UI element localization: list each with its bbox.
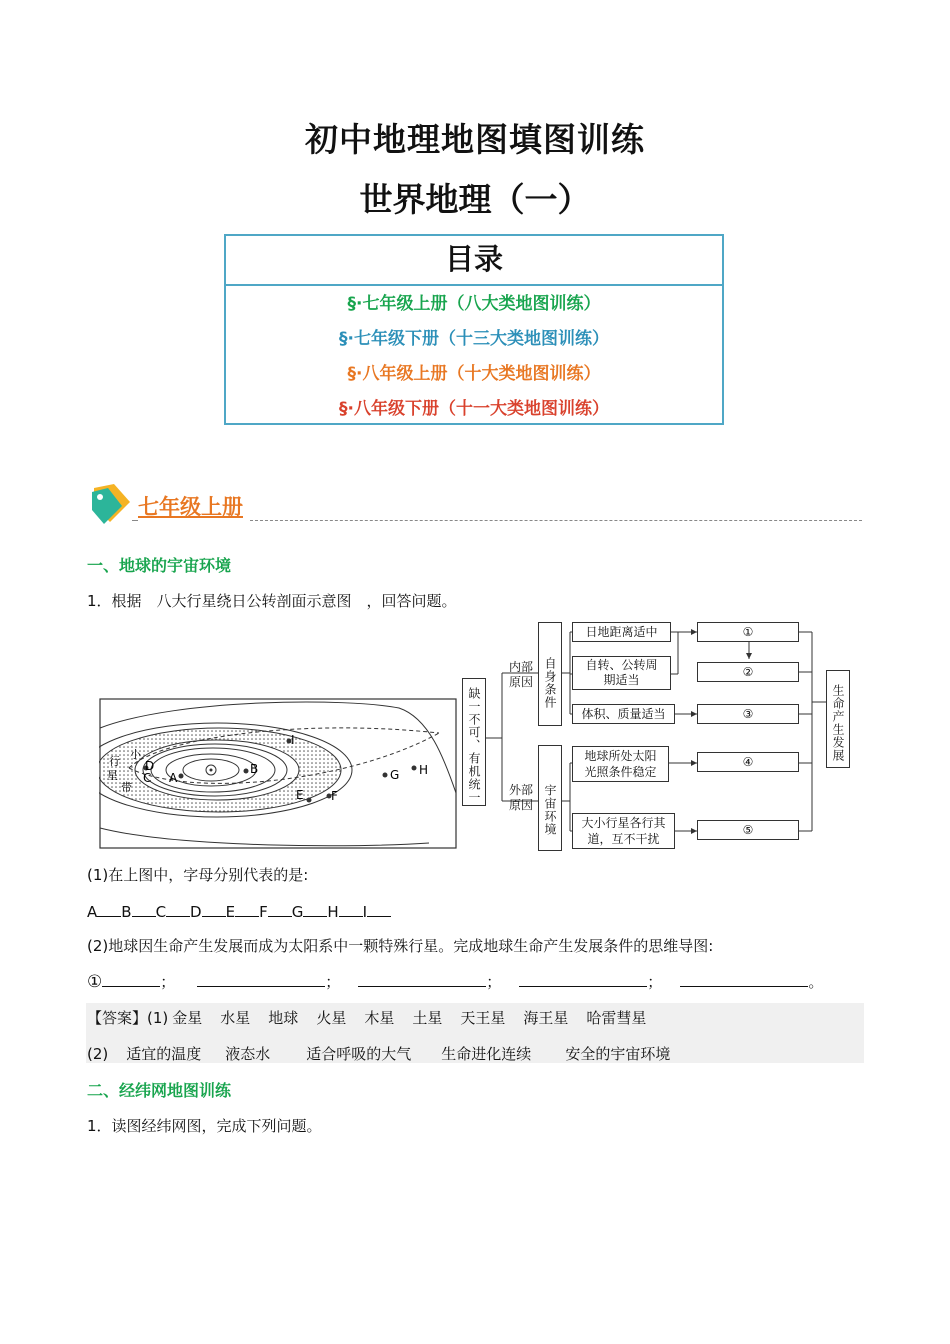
answer-2-prefix: (2)	[87, 1045, 109, 1063]
q2-blank-1[interactable]	[102, 971, 160, 987]
answer-2-item: 适宜的温度	[126, 1045, 202, 1063]
mindmap-left-node: 缺一不可、有机统一	[462, 678, 486, 806]
document-subtitle: 世界地理（一）	[359, 180, 591, 219]
blank-d[interactable]	[202, 901, 226, 917]
mindmap-outer-label: 外部原因	[508, 783, 533, 812]
answer-2-item: 液态水	[225, 1045, 271, 1063]
mindmap-result-5: ⑤	[697, 820, 799, 840]
mindmap-box-2: 自转、公转周期适当	[572, 656, 671, 690]
blank-b[interactable]	[132, 901, 156, 917]
mindmap-right-node: 生命产生发展	[826, 670, 850, 768]
mindmap-box-1: 日地距离适中	[572, 622, 671, 642]
part2-heading: 二、经纬网地图训练	[87, 1081, 232, 1100]
answer-1-item: 地球	[268, 1009, 299, 1027]
answer-1-item: 天王星	[460, 1009, 506, 1027]
mindmap-cosmos-node: 宇宙环境	[538, 745, 562, 851]
blank-e[interactable]	[235, 901, 259, 917]
blank-g[interactable]	[303, 901, 327, 917]
blank-c[interactable]	[166, 901, 190, 917]
letter-i: I	[362, 903, 368, 921]
blank-h[interactable]	[339, 901, 363, 917]
mindmap	[460, 618, 855, 853]
blank-f[interactable]	[268, 901, 292, 917]
answer-2-item: 适合呼吸的大气	[306, 1045, 412, 1063]
q2-sep-3: ；	[486, 973, 502, 991]
answer-line-2	[87, 1043, 670, 1064]
q2-blank-2[interactable]	[197, 971, 325, 987]
answer-line-1	[87, 1007, 646, 1028]
toc-item-grade8-down[interactable]: §·八年级下册（十一大类地图训练）	[339, 399, 609, 419]
letter-h: H	[327, 903, 339, 921]
belt-char-1: 小	[130, 748, 141, 761]
belt-char-4: 带	[121, 781, 132, 794]
answer-1-item: 木星	[364, 1009, 395, 1027]
mindmap-result-4: ④	[697, 752, 799, 772]
letter-c: C	[155, 903, 167, 921]
toc-item-grade7-up[interactable]: §·七年级上册（八大类地图训练）	[347, 294, 601, 314]
blank-a[interactable]	[97, 901, 121, 917]
document-title: 初中地理地图填图训练	[305, 120, 645, 159]
q2-blank-4[interactable]	[519, 971, 647, 987]
section-divider-left	[132, 520, 138, 521]
table-of-contents	[224, 234, 724, 425]
part1-q2: (2)地球因生命产生发展而成为太阳系中一颗特殊行星。完成地球生命产生发展条件的思维导图:	[87, 937, 714, 955]
orbit-label-c: C	[143, 771, 152, 785]
mindmap-result-3: ③	[697, 704, 799, 724]
orbit-label-a: A	[169, 771, 178, 785]
orbit-label-g: G	[390, 768, 400, 782]
answer-1-item: 海王星	[523, 1009, 569, 1027]
q2-sep-4: ；	[647, 973, 663, 991]
answer-2-item: 安全的宇宙环境	[565, 1045, 671, 1063]
mindmap-self-node: 自身条件	[538, 622, 562, 726]
belt-char-2: 行	[109, 755, 120, 768]
part1-q1-blanks	[87, 901, 391, 921]
orbit-label-f: F	[331, 789, 338, 803]
letter-b: B	[121, 903, 132, 921]
answer-1-item: 火星	[316, 1009, 347, 1027]
toc-item-grade8-up[interactable]: §·八年级上册（十大类地图训练）	[347, 364, 601, 384]
letter-a: A	[87, 903, 98, 921]
blank-i[interactable]	[367, 901, 391, 917]
section-divider	[250, 520, 862, 521]
mindmap-box-3: 体积、质量适当	[572, 704, 675, 724]
belt-char-3: 星	[107, 769, 118, 782]
part1-q2-blanks	[87, 971, 823, 992]
letter-g: G	[291, 903, 304, 921]
mindmap-box-4: 地球所处太阳光照条件稳定	[572, 746, 669, 782]
answer-1-prefix: (1)	[147, 1009, 169, 1027]
letter-f: F	[259, 903, 268, 921]
mindmap-result-2: ②	[697, 662, 799, 682]
tag-icon	[88, 480, 136, 526]
orbit-label-e: E	[296, 788, 304, 802]
orbit-label-d: D	[145, 759, 155, 773]
q2-sep-1: ；	[160, 973, 176, 991]
answer-1-item: 金星	[172, 1009, 203, 1027]
orbit-diagram	[99, 698, 459, 850]
part2-question: 1．读图经纬网图，完成下列问题。	[87, 1117, 322, 1135]
letter-e: E	[225, 903, 236, 921]
q2-end: 。	[808, 973, 824, 991]
toc-heading: 目录	[226, 236, 722, 286]
letter-d: D	[190, 903, 202, 921]
part1-question: 1．根据 八大行星绕日公转剖面示意图 ，回答问题。	[87, 592, 457, 610]
q2-sep-2: ；	[325, 973, 341, 991]
q2-blank-3[interactable]	[358, 971, 486, 987]
mindmap-box-5: 大小行星各行其道，互不干扰	[572, 813, 675, 849]
part1-heading: 一、地球的宇宙环境	[87, 556, 232, 575]
answer-1-item: 哈雷彗星	[586, 1009, 647, 1027]
answer-1-item: 土星	[412, 1009, 443, 1027]
orbit-label-h: H	[419, 763, 429, 777]
mindmap-inner-label: 内部原因	[508, 660, 533, 689]
part1-q1: (1)在上图中，字母分别代表的是:	[87, 866, 309, 884]
section-title: 七年级上册	[138, 495, 243, 519]
toc-item-grade7-down[interactable]: §·七年级下册（十三大类地图训练）	[339, 329, 609, 349]
orbit-label-b: B	[250, 762, 259, 776]
answer-1-item: 水星	[220, 1009, 251, 1027]
answer-2-item: 生命进化连续	[441, 1045, 532, 1063]
q2-start-mark: ①	[87, 972, 103, 992]
answer-label: 【答案】	[87, 1009, 148, 1027]
orbit-label-i: I	[291, 733, 295, 747]
mindmap-result-1: ①	[697, 622, 799, 642]
q2-blank-5[interactable]	[680, 971, 808, 987]
